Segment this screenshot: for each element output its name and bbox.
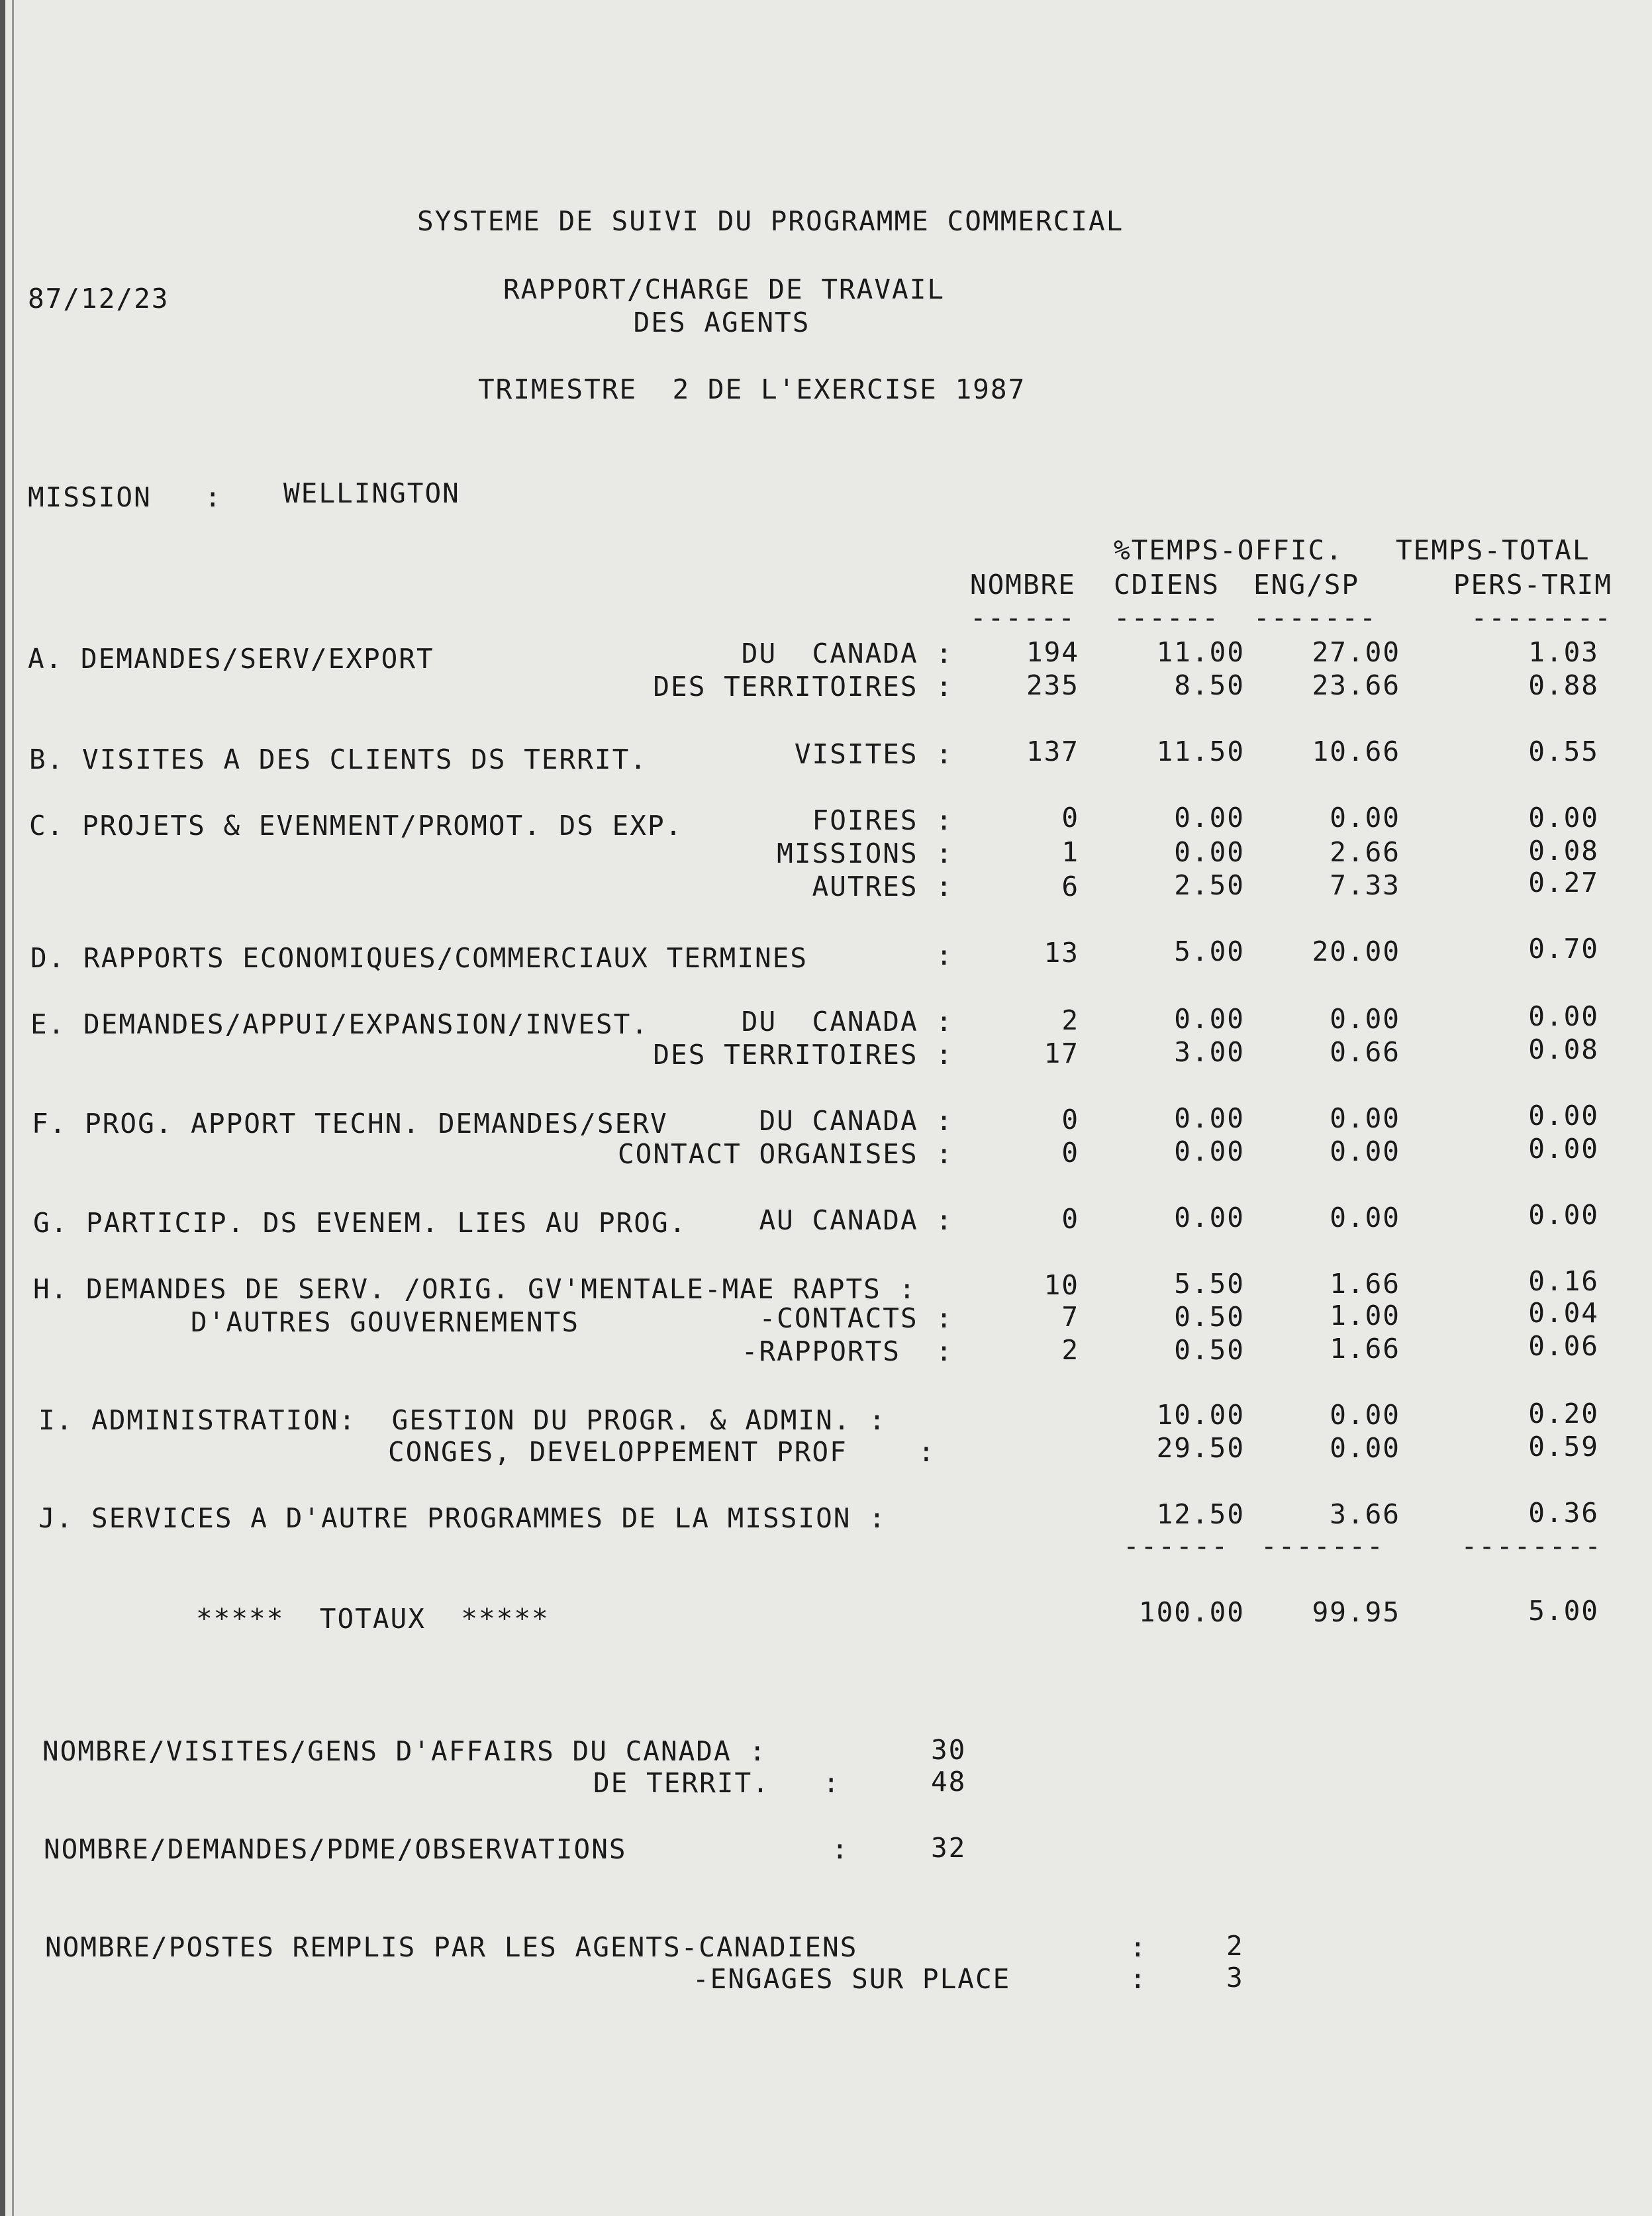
section-e-perstrim: 0.00 (1528, 1000, 1599, 1032)
system-title: SYSTEME DE SUIVI DU PROGRAMME COMMERCIAL (417, 205, 1124, 237)
section-d-cdiens: 5.00 (1174, 936, 1245, 967)
total-dash-engsp: ------- (1261, 1530, 1385, 1562)
section-f-label: F. PROG. APPORT TECHN. DEMANDES/SERV (32, 1108, 668, 1139)
section-c-cdiens: 2.50 (1174, 869, 1245, 901)
section-c-perstrim: 0.27 (1528, 867, 1599, 898)
report-period: TRIMESTRE 2 DE L'EXERCISE 1987 (478, 373, 1026, 405)
mission-label: MISSION : (28, 481, 222, 513)
section-b-sub: VISITES : (794, 738, 953, 770)
section-j-cdiens: 12.50 (1156, 1498, 1245, 1530)
section-a-sub: DU CANADA : (741, 638, 953, 669)
mission-value: WELLINGTON (283, 477, 460, 509)
col-header-pct-temps: %TEMPS-OFFIC. (1114, 534, 1343, 566)
totals-cdiens: 100.00 (1138, 1596, 1245, 1628)
section-f-sub: DU CANADA : (759, 1105, 953, 1137)
section-e-sub: DU CANADA : (741, 1006, 953, 1037)
section-f-cdiens: 0.00 (1174, 1102, 1245, 1134)
section-f-perstrim: 0.00 (1528, 1100, 1599, 1132)
report-title-line1: RAPPORT/CHARGE DE TRAVAIL (503, 273, 946, 305)
section-h-sub: -RAPPORTS : (741, 1335, 953, 1367)
section-i-engsp: 0.00 (1330, 1399, 1400, 1431)
section-e-cdiens: 3.00 (1174, 1036, 1245, 1068)
section-h-label: H. DEMANDES DE SERV. /ORIG. GV'MENTALE-MAE RAPTS : (33, 1273, 917, 1305)
section-c-cdiens: 0.00 (1174, 836, 1245, 868)
section-i-cdiens: 29.50 (1156, 1432, 1245, 1464)
col-header-perstrim: PERS-TRIM (1453, 569, 1612, 601)
section-b-engsp: 10.66 (1312, 736, 1400, 767)
col-header-nombre: NOMBRE (969, 569, 1076, 601)
col-dash-nombre: ------ (969, 602, 1076, 634)
section-j-engsp: 3.66 (1330, 1498, 1400, 1530)
section-g-nombre: 0 (1061, 1203, 1079, 1235)
section-c-sub: AUTRES : (812, 871, 953, 902)
section-i-cdiens: 10.00 (1156, 1399, 1245, 1431)
section-c-sub: MISSIONS : (777, 838, 953, 869)
section-h-cdiens: 0.50 (1174, 1334, 1245, 1366)
section-c-perstrim: 0.08 (1528, 835, 1599, 867)
section-b-label: B. VISITES A DES CLIENTS DS TERRIT. (29, 744, 648, 775)
section-h-perstrim: 0.04 (1528, 1297, 1599, 1329)
section-a-nombre: 235 (1026, 669, 1079, 701)
section-e-cdiens: 0.00 (1174, 1003, 1245, 1035)
section-i-perstrim: 0.20 (1528, 1398, 1599, 1429)
footer-postes-value: 2 (1226, 1930, 1244, 1962)
section-h-label2: D'AUTRES GOUVERNEMENTS (191, 1306, 580, 1338)
footer-postes-colon: : (1130, 1931, 1147, 1963)
report-date: 87/12/23 (28, 283, 170, 314)
section-e-sub: DES TERRITOIRES : (653, 1039, 953, 1071)
footer-engages-colon: : (1130, 1963, 1147, 1995)
section-i-label: I. ADMINISTRATION: GESTION DU PROGR. & ADMIN. : (38, 1404, 887, 1436)
section-f-cdiens: 0.00 (1174, 1135, 1245, 1167)
section-f-sub: CONTACT ORGANISES : (618, 1138, 953, 1170)
section-a-cdiens: 11.00 (1156, 636, 1245, 668)
section-h-cdiens: 5.50 (1174, 1268, 1245, 1300)
footer-engages-label: -ENGAGES SUR PLACE (693, 1963, 1011, 1995)
section-c-label: C. PROJETS & EVENMENT/PROMOT. DS EXP. (29, 810, 683, 842)
section-a-engsp: 27.00 (1312, 636, 1400, 668)
totals-label: ***** TOTAUX ***** (196, 1603, 550, 1635)
footer-demandes-label: NOMBRE/DEMANDES/PDME/OBSERVATIONS (44, 1833, 627, 1865)
section-b-cdiens: 11.50 (1156, 736, 1245, 767)
footer-territ-label: DE TERRIT. : (593, 1767, 841, 1799)
section-g-cdiens: 0.00 (1174, 1202, 1245, 1233)
section-f-nombre: 0 (1061, 1137, 1079, 1169)
section-g-engsp: 0.00 (1330, 1202, 1400, 1233)
section-g-perstrim: 0.00 (1528, 1199, 1599, 1231)
section-h-sub: -CONTACTS : (759, 1302, 953, 1334)
section-d-label: D. RAPPORTS ECONOMIQUES/COMMERCIAUX TERMINES (30, 942, 808, 974)
col-dash-engsp: ------- (1253, 602, 1377, 634)
section-i-engsp: 0.00 (1330, 1432, 1400, 1464)
section-j-perstrim: 0.36 (1528, 1497, 1599, 1529)
section-a-cdiens: 8.50 (1174, 669, 1245, 701)
section-a-nombre: 194 (1026, 636, 1079, 668)
section-c-engsp: 0.00 (1330, 802, 1400, 834)
section-h-perstrim: 0.06 (1528, 1330, 1599, 1362)
section-c-perstrim: 0.00 (1528, 802, 1599, 834)
section-h-cdiens: 0.50 (1174, 1301, 1245, 1333)
section-d-sub: : (936, 939, 953, 971)
section-f-engsp: 0.00 (1330, 1102, 1400, 1134)
section-c-engsp: 7.33 (1330, 869, 1400, 901)
section-b-perstrim: 0.55 (1528, 736, 1599, 767)
section-h-nombre: 2 (1061, 1334, 1079, 1366)
section-c-nombre: 1 (1061, 836, 1079, 868)
report-title-line2: DES AGENTS (633, 307, 810, 338)
section-c-engsp: 2.66 (1330, 836, 1400, 868)
section-f-engsp: 0.00 (1330, 1135, 1400, 1167)
totals-perstrim: 5.00 (1528, 1595, 1599, 1627)
section-h-engsp: 1.66 (1330, 1268, 1400, 1300)
section-e-nombre: 17 (1044, 1037, 1079, 1069)
section-h-nombre: 10 (1044, 1269, 1079, 1301)
section-d-perstrim: 0.70 (1528, 933, 1599, 965)
section-h-engsp: 1.66 (1330, 1333, 1400, 1365)
section-i-perstrim: 0.59 (1528, 1431, 1599, 1463)
section-j-label: J. SERVICES A D'AUTRE PROGRAMMES DE LA MISSION : (38, 1502, 887, 1534)
section-a-perstrim: 0.88 (1528, 669, 1599, 701)
section-b-nombre: 137 (1026, 736, 1079, 767)
section-c-sub: FOIRES : (812, 804, 953, 836)
section-d-nombre: 13 (1044, 937, 1079, 969)
section-a-perstrim: 1.03 (1528, 636, 1599, 668)
section-e-label: E. DEMANDES/APPUI/EXPANSION/INVEST. (30, 1008, 649, 1040)
col-dash-cdiens: ------ (1114, 602, 1220, 634)
section-d-engsp: 20.00 (1312, 936, 1400, 967)
section-h-perstrim: 0.16 (1528, 1265, 1599, 1297)
section-f-nombre: 0 (1061, 1104, 1079, 1135)
section-i-label2: CONGES, DEVELOPPEMENT PROF : (388, 1436, 936, 1468)
footer-engages-value: 3 (1226, 1962, 1244, 1994)
section-c-nombre: 6 (1061, 871, 1079, 902)
footer-territ-value: 48 (931, 1766, 967, 1798)
section-f-perstrim: 0.00 (1528, 1133, 1599, 1165)
section-c-cdiens: 0.00 (1174, 802, 1245, 834)
section-h-engsp: 1.00 (1330, 1300, 1400, 1331)
total-dash-cdiens: ------ (1123, 1530, 1230, 1562)
col-header-cdiens: CDIENS (1114, 569, 1220, 601)
footer-demandes-value: 32 (931, 1832, 967, 1864)
footer-postes-label: NOMBRE/POSTES REMPLIS PAR LES AGENTS-CANADIENS (45, 1931, 858, 1963)
section-a-engsp: 23.66 (1312, 669, 1400, 701)
section-g-label: G. PARTICIP. DS EVENEM. LIES AU PROG. (33, 1207, 687, 1239)
section-a-label: A. DEMANDES/SERV/EXPORT (28, 643, 434, 675)
section-e-nombre: 2 (1061, 1004, 1079, 1036)
total-dash-perstrim: -------- (1461, 1530, 1602, 1562)
footer-visites-value: 30 (931, 1734, 967, 1766)
section-h-nombre: 7 (1061, 1301, 1079, 1333)
section-e-engsp: 0.66 (1330, 1036, 1400, 1068)
section-c-nombre: 0 (1061, 802, 1079, 834)
section-e-engsp: 0.00 (1330, 1003, 1400, 1035)
section-a-sub: DES TERRITOIRES : (653, 671, 953, 702)
col-header-engsp: ENG/SP (1253, 569, 1360, 601)
col-header-temps-total: TEMPS-TOTAL (1396, 534, 1590, 566)
footer-visites-label: NOMBRE/VISITES/GENS D'AFFAIRS DU CANADA : (42, 1735, 767, 1767)
section-g-sub: AU CANADA : (759, 1204, 953, 1236)
col-dash-perstrim: -------- (1471, 602, 1612, 634)
totals-engsp: 99.95 (1312, 1596, 1400, 1628)
section-e-perstrim: 0.08 (1528, 1034, 1599, 1065)
footer-demandes-colon: : (832, 1833, 850, 1865)
